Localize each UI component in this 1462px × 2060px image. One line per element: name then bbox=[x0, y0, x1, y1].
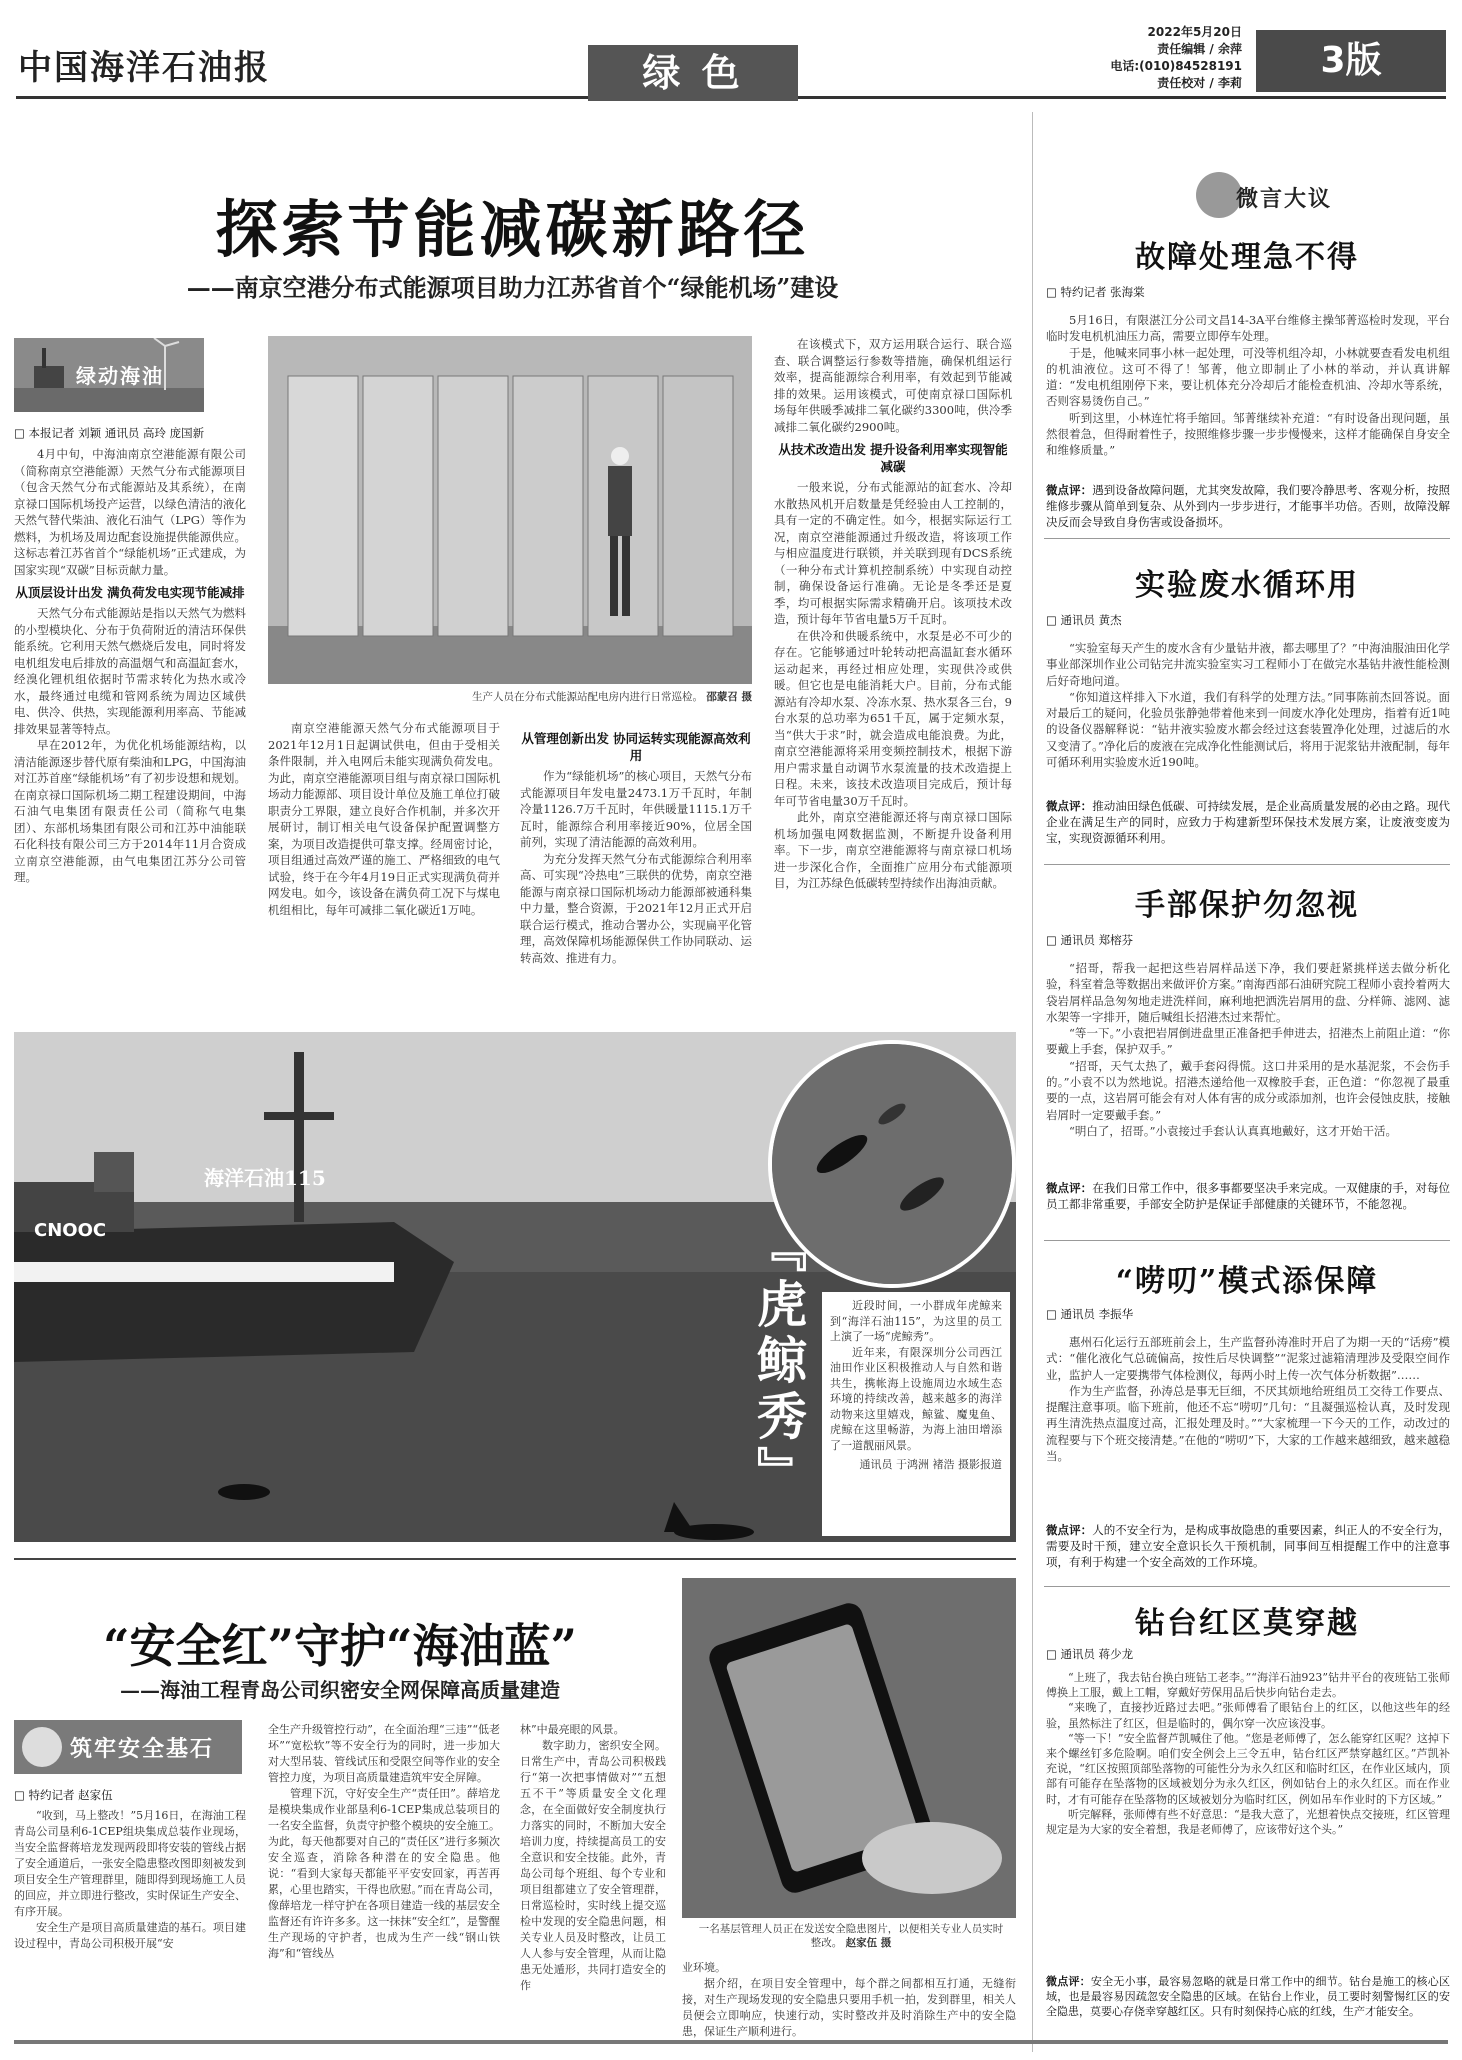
column-divider bbox=[1032, 112, 1033, 2052]
column-badge bbox=[14, 338, 204, 412]
paragraph: “招哥，帮我一起把这些岩屑样品送下净，我们要赶紧挑样送去做分析化验，科室着急等数据出来做评价方案。”南海西部石油研究院工程师小袁拎着两大袋岩屑样品急匆匆地走进洗样间，麻利地把洒洗岩屑用的盘、分样筛、滤网、滤水架等一字排开，随后喊组长招港杰过来帮忙。 bbox=[1046, 961, 1450, 1024]
footer-rule bbox=[14, 2040, 1448, 2044]
orca-credit: 通讯员 于鸿洲 褚浩 摄影报道 bbox=[859, 1458, 1002, 1471]
safety-badge-label: 筑牢安全基石 bbox=[70, 1736, 215, 1762]
comment-label: 微点评： bbox=[1046, 1975, 1091, 1988]
paragraph: “招哥，天气太热了，戴手套闷得慌。这口井采用的是水基泥浆，不会伤手的。”小袁不以为然地说。招港杰递给他一双橡胶手套，正色道：“你忽视了最重要的一点，这岩屑可能会有对人体有害的成分或添加剂，也许会侵蚀皮肤，接触岩屑时一定要戴手套。” bbox=[1046, 1058, 1450, 1122]
page-badge bbox=[1256, 30, 1446, 92]
paragraph: 近段时间，一小群成年虎鲸来到“海洋石油115”，为这里的员工上演了一场“虎鲸秀”。 bbox=[830, 1299, 1002, 1343]
item-comment bbox=[1046, 1180, 1450, 1212]
main-col-1 bbox=[14, 424, 246, 886]
paragraph: “明白了，招哥。”小袁接过手套认认真真地戴好，这才开始干活。 bbox=[1069, 1123, 1398, 1138]
safety-col-3 bbox=[520, 1722, 666, 1994]
comment-text: 人的不安全行为，是构成事故隐患的重要因素，纠正人的不安全行为，需要及时干预，建立安全意识长久干预机制，同事间互相提醒工作中的注意事项，有利于构建一个安全高效的工作环境。 bbox=[1046, 1523, 1451, 1569]
item-comment bbox=[1046, 798, 1450, 846]
paragraph: 听完解释，张师傅有些不好意思：“是我大意了，光想着快点交接班，红区管理规定是为大家的安全着想，我是老师傅了，应该带好这个头。” bbox=[1046, 1807, 1450, 1837]
comment-text: 遇到设备故障问题，尤其突发故障，我们要冷静思考、客观分析，按照维修步骤从简单到复杂、从外到内一步步进行，才能事半功倍。否则，故障没解决反而会导致自身伤害或设备损坏。 bbox=[1046, 483, 1451, 529]
main-col-2 bbox=[268, 720, 500, 918]
orca-text-panel bbox=[822, 1292, 1010, 1536]
main-col-3 bbox=[520, 724, 752, 966]
section-title: 绿 色 bbox=[642, 50, 744, 95]
item-title: 实验废水循环用 bbox=[1135, 568, 1359, 603]
paragraph: 近年来，有限深圳分公司西江油田作业区积极推动人与自然和谐共生，携帐海上设施周边水域生态环境的持续改善，越来越多的海洋动物来这里嬉戏，鲸鲨、魔鬼鱼、虎鲸在这里畅游，为海上油田增添了一道靓丽风景。 bbox=[830, 1345, 1002, 1452]
substation-photo bbox=[268, 336, 752, 684]
masthead bbox=[0, 0, 1462, 108]
ship-logo: CNOOC bbox=[34, 1220, 107, 1241]
item-title: “唠叨”模式添保障 bbox=[1115, 1264, 1379, 1299]
issue-date: 2022年5月20日 bbox=[1147, 25, 1242, 39]
safety-col-1 bbox=[14, 1786, 246, 1952]
item-title: 手部保护勿忽视 bbox=[1135, 888, 1359, 923]
item-body bbox=[1046, 312, 1450, 459]
item-byline: □ 通讯员 蒋少龙 bbox=[1046, 1647, 1134, 1661]
switchgear-illustration bbox=[268, 336, 752, 684]
paragraph: 在该模式下，双方运用联合运行、联合巡查、联合调整运行参数等措施，确保机组运行效率，提高能源综合利用率，有效起到节能减排的效果。运用该模式，可使南京禄口国际机场每年供暖季减排二氧化碳约3300吨，供冷季减排二氧化碳约2900吨。 bbox=[774, 337, 1012, 434]
paper-name: 中国海洋石油报 bbox=[18, 48, 270, 88]
paragraph: 听到这里，小林连忙将手缩回。邹菁继续补充道：“有时设备出现问题，虽然很着急，但得耐着性子，按照维修步骤一步步慢慢来，这样才能确保自身安全和维修质量。” bbox=[1046, 410, 1450, 458]
divider bbox=[1044, 1586, 1450, 1587]
paragraph: 于是，他喊来同事小林一起处理，可没等机组冷却，小林就要查看发电机组的机油液位。这可不得了！邹菁，他立即制止了小林的举动，并认真讲解道：“发电机组刚停下来，要让机体充分冷却后才能检查机油、冷却水等系统，否则容易烫伤自己。” bbox=[1046, 345, 1450, 409]
paragraph: 南京空港能源天然气分布式能源项目于2021年12月1日起调试供电，但由于受相关条件限制，并入电网后未能实现满负荷发电。为此，南京空港能源项目组与南京禄口国际机场动力能源部、项目设计单位及施工单位打破职责分工界限，建立良好合作机制，并多次开展研讨，制订相关电气设备保护配置调整方案，为项目改造提供可靠支撑。经周密讨论，项目组通过高效严谨的施工、严格细致的电气试验，终于在今年4月19日正式实现满负荷并网发电。如今，该设备在满负荷工况下与煤电机组相比，每年可减排二氧化碳近1万吨。 bbox=[268, 721, 500, 917]
item-byline: □ 通讯员 李振华 bbox=[1046, 1307, 1134, 1321]
phone: 电话:(010)84528191 bbox=[1110, 59, 1242, 73]
paragraph: 全生产升级管控行动”，在全面治理“三违”“低老坏”“宽松软”等不安全行为的同时，进一步加大对大型吊装、管线试压和受限空间等作业的安全管控力度，为项目高质量建造筑牢安全屏障。 bbox=[268, 1723, 500, 1784]
paragraph: 作为“绿能机场”的核心项目，天然气分布式能源项目年发电量2473.1万千瓦时，年制冷量1126.7万千瓦时，年供暖量1115.1万千瓦时，能源综合利用率接近90%，位居全国前列，实现了清洁能源的高效利用。 bbox=[520, 769, 752, 849]
phone-caption bbox=[696, 1922, 1006, 1950]
section-banner bbox=[588, 45, 798, 101]
paragraph: 早在2012年，为优化机场能源结构，以清洁能源逐步替代原有柴油和LPG，中国海油对江苏首座“绿能机场”有了初步设想和规划。在南京禄口国际机场二期工程建设期间，中海石油气电集团有限责任公司（简称气电集团）、东部机场集团有限公司和江苏中油能联石化科技有限公司三方于2014年11月合资成立南京空港能源，由气电集团江苏分公司管理。 bbox=[14, 738, 246, 884]
phone-photo-credit: 赵家伍 摄 bbox=[845, 1937, 892, 1949]
item-body bbox=[1046, 1670, 1450, 1837]
paragraph: “收到，马上整改！”5月16日，在海油工程青岛公司垦利6-1CEP组块集成总装作业现场，当安全监督蒋培龙发现两段即将安装的管线占据了安全通道后，一张安全隐患整改图即刻被发到项目安全生产管理群里，随即得到现场施工人员的回应，并立即进行整改，实时保证生产安全、有序开展。 bbox=[14, 1809, 246, 1918]
paragraph: 为充分发挥天然气分布式能源综合利用率高、可实现“冷热电”三联供的优势，南京空港能源与南京禄口国际机场动力能源部被通科集中力量，整合资源，于2021年12月正式开启联合运行模式，推动合署办公，实现扁平化管理，高效保障机场能源保供工作协同联动、运转高效、推进有力。 bbox=[520, 851, 752, 965]
comment-label: 微点评： bbox=[1046, 1523, 1093, 1537]
paragraph: 据介绍，在项目安全管理中，每个群之间都相互打通，无缝衔接，对生产现场发现的安全隐患只要用手机一拍，发到群里，相关人员便会立即响应，快速行动，实时整改并及时消除生产中的安全隐患，保证生产顺利进行。 bbox=[682, 1977, 1016, 2038]
paragraph: 5月16日，有限湛江分公司文昌14-3A平台维修主操邹菁巡检时发现，平台临时发电机机油压力高，需要立即停车处理。 bbox=[1046, 313, 1450, 344]
weiyan-badge-label: 微言大议 bbox=[1236, 186, 1333, 212]
item-body bbox=[1046, 1334, 1450, 1464]
item-comment bbox=[1046, 1522, 1450, 1570]
paragraph: 在供冷和供暖系统中，水泵是必不可少的存在。它能够通过叶轮转动把高温缸套水循环运动起来，再经过相应处理，实现供冷或供暖。但它也是电能消耗大户。目前，分布式能源站有冷却水泵、冷冻水泵、热水泵各三台，9台水泵的总功率为651千瓦，属于定频水泵，当“供大于求”时，就会造成电能浪费。为此，南京空港能源将采用变频控制技术，根据下游用户需求量自动调节水泵流量的技术改造提上日程。未来，该技术改造项目完成后，预计每年可节省电量30万千瓦时。 bbox=[774, 628, 1012, 808]
page-number: 3版 bbox=[1320, 40, 1382, 81]
paragraph: 业环境。 bbox=[682, 1961, 726, 1974]
shield-icon bbox=[22, 1727, 62, 1767]
paragraph: 惠州石化运行五部班前会上，生产监督孙涛准时开启了为期一天的“话痨”模式：“催化液化气总硫偏高，按性后尽快调整”“泥浆过滤箱清理涉及受限空间作业，监护人一定要携带气体检测仪，每两小时上传一次气体分析数据”…… bbox=[1046, 1335, 1450, 1382]
item-body bbox=[1046, 640, 1450, 770]
photo1-credit: 邵蒙召 摄 bbox=[706, 691, 752, 703]
divider bbox=[1044, 864, 1450, 865]
paragraph: “上班了，我去钻台换白班钻工老李。”“海洋石油923”钻井平台的夜班钻工张师傅换上工服，戴上工帽，穿戴好劳保用品后快步向钻台走去。 bbox=[1046, 1671, 1450, 1700]
main-subtitle: ——南京空港分布式能源项目助力江苏省首个“绿能机场”建设 bbox=[186, 273, 839, 302]
main-byline: □ 本报记者 刘颖 通讯员 高玲 庞国新 bbox=[14, 426, 205, 440]
phone-illustration bbox=[682, 1578, 1016, 1918]
ship-name: 海洋石油115 bbox=[204, 1166, 326, 1190]
main-col-4 bbox=[774, 336, 1012, 892]
safety-badge bbox=[14, 1720, 242, 1774]
subheading: 从管理创新出发 协同运转实现能源高效利用 bbox=[521, 731, 751, 763]
divider bbox=[1044, 1240, 1450, 1241]
item-byline: □ 通讯员 黄杰 bbox=[1046, 613, 1122, 627]
safety-byline: □ 特约记者 赵家伍 bbox=[14, 1788, 113, 1802]
safety-subtitle: ——海油工程青岛公司织密安全网保障高质量建造 bbox=[120, 1678, 560, 1702]
divider bbox=[1044, 538, 1450, 539]
item-comment bbox=[1046, 482, 1450, 530]
phone-photo bbox=[682, 1578, 1016, 1918]
paragraph: “等一下！”安全监督芦凯喊住了他。“您是老师傅了，怎么能穿红区呢？这掉下来个螺丝钉多危险啊。咱们安全例会上三令五申，钻台红区严禁穿越红区。”芦凯补充说，“红区按照顶部坠落物的可能性分为永久红区和临时红区，在作业区域内，顶部有可能存在坠落物的区域被划分为永久红区，例如钻台上的永久红区。而在作业时，才有可能存在坠落物的区域被划分为临时红区，例如吊车作业时的下方区域。” bbox=[1046, 1731, 1450, 1806]
comment-text: 安全无小事，最容易忽略的就是日常工作中的细节。钻台是施工的核心区域，也是最容易因疏忽安全隐患的区域。在钻台上作业，员工要时刻警惕红区的安全隐患，莫要心存侥幸穿越红区。只有时刻保持心底的红线，生产才能安全。 bbox=[1046, 1975, 1451, 2018]
item-byline: □ 通讯员 郑榕芬 bbox=[1046, 933, 1134, 947]
safety-col-4 bbox=[682, 1960, 1016, 2040]
item-title: 钻台红区莫穿越 bbox=[1135, 1606, 1359, 1641]
weiyan-badge bbox=[1196, 172, 1346, 218]
paragraph: 管理下沉，守好安全生产“责任田”。薛培龙是模块集成作业部垦利6-1CEP集成总装项目的一名安全监督，负责守护整个模块的安全施工。为此，每天他都要对自己的“责任区”进行多频次安全巡查，消除各种潜在的安全隐患。他说：“看到大家每天都能平平安安回家，再苦再累，心里也踏实，干得也欣慰。”而在青岛公司，像薛培龙一样守护在各项目建造一线的基层安全监督还有许许多多。这一抹抹“安全红”，是警醒生产现场的守护者，也成为生产一线“钢山铁海”和“管线丛 bbox=[268, 1787, 500, 1960]
photo1-caption-text: 生产人员在分布式能源站配电房内进行日常巡检。 bbox=[472, 691, 703, 703]
phone-caption-text: 一名基层管理人员正在发送安全隐患图片，以便相关专业人员实时整改。 bbox=[698, 1923, 1004, 1949]
divider bbox=[14, 1558, 1016, 1560]
comment-label: 微点评： bbox=[1046, 483, 1093, 497]
paragraph: 数字助力，密织安全网。日常生产中，青岛公司积极践行“第一次把事情做对”“五想五不干”等质量安全文化理念，在全面做好安全制度执行力落实的同时，不断加大安全培训力度，持续提高员工的安全意识和安全技能。此外，青岛公司每个班组、每个专业和项目组都建立了安全管理群，日常巡检时，实时线上提交巡检中发现的安全隐患问题，相关专业人员及时整改，让员工人人参与安全管理，从而让隐患无处遁形，共同打造安全的作 bbox=[520, 1739, 666, 1992]
safety-col-2 bbox=[268, 1722, 500, 1962]
paragraph: “你知道这样排入下水道，我们有科学的处理方法。”同事陈前杰回答说。面对最后工的疑问，化验员张静弛带着他来到一间废水净化处理房，指着有近1吨的设备仪器解释说：“钻井液实验废水都会经过这套装置净化处理，过滤后的水又变清了。”净化后的废液在完成净化性能测试后，将用于泥浆钻井液配制，每年可循环利用实验废水近190吨。 bbox=[1046, 689, 1450, 770]
masthead-info bbox=[1062, 24, 1242, 92]
item-byline: □ 特约记者 张海棠 bbox=[1046, 285, 1145, 299]
paragraph: “实验室每天产生的废水含有少量钻井液，都去哪里了？”中海油服油田化学事业部深圳作业公司钻完井流实验室实习工程师小丁在做完水基钻井液性能检测后好奇地问道。 bbox=[1046, 641, 1450, 688]
item-title: 故障处理急不得 bbox=[1135, 240, 1359, 275]
safety-title: “安全红”守护“海油蓝” bbox=[103, 1619, 577, 1673]
paragraph: 一般来说，分布式能源站的缸套水、冷却水散热风机开启数量是凭经验由人工控制的，具有一定的不确定性。如今，根据实际运行工况，南京空港能源通过升级改造，将该项工作与相应温度进行联锁，并关联到现有DCS系统（一种分布式计算机控制系统）中实现自动控制，确保设备运行准确。无论是冬季还是夏季，均可根据实际需求精确开启。该项技术改造，预计每年节省电量5万千瓦时。 bbox=[774, 480, 1012, 626]
orca-title: 『虎鲸秀』 bbox=[749, 1222, 808, 1502]
paragraph: 作为生产监督，孙涛总是事无巨细，不厌其烦地给班组员工交待工作要点、提醒注意事项。临下班前，他还不忘“唠叨”几句：“且凝强巡检认真，及时发现再生清洗热点温度过高，汇报处理及时。”“大家梳理一下今天的工作，动改过的流程要与下个班交接清楚。”在他的“唠叨”下，大家的工作越来越细致，越来越稳当。 bbox=[1046, 1383, 1450, 1464]
item-comment bbox=[1046, 1974, 1450, 2019]
photo1-caption bbox=[400, 690, 752, 704]
paragraph: “等一下。”小袁把岩屑倒进盘里正准备把手伸进去，招港杰上前阻止道：“你要戴上手套，保护双手。” bbox=[1046, 1026, 1450, 1057]
proofreader: 责任校对 / 李莉 bbox=[1157, 76, 1242, 90]
paragraph: 天然气分布式能源站是指以天然气为燃料的小型模块化、分布于负荷附近的清洁环保供能系统。它利用天然气燃烧后发电，同时将发电机组发电后排放的高温烟气和高温缸套水，经溴化锂机组依据时节需求转化为热水或冷水，最终通过电缆和管网系统为周边区域供电、供冷、供热，实现能源利用率高、节能减排效果显著等特点。 bbox=[14, 606, 246, 736]
subheading: 从技术改造出发 提升设备利用率实现智能减碳 bbox=[778, 442, 1008, 474]
paragraph: 林”中最亮眼的风景。 bbox=[520, 1723, 625, 1736]
main-title: 探索节能减碳新路径 bbox=[215, 193, 810, 266]
paragraph: 4月中旬，中海油南京空港能源有限公司（简称南京空港能源）天然气分布式能源项目（包含天然气分布式能源站及其系统），在南京禄口国际机场投产运营，以绿色清洁的液化天然气替代柴油、液化石油气（LPG）等作为燃料，为机场及周边配套设施提供能源供应。这标志着江苏省首个“绿能机场”正式建成，为国家实现“双碳”目标贡献力量。 bbox=[14, 447, 246, 577]
subheading: 从顶层设计出发 满负荷发电实现节能减排 bbox=[15, 585, 245, 600]
comment-label: 微点评： bbox=[1046, 1181, 1093, 1195]
paragraph: 此外，南京空港能源还将与南京禄口国际机场加强电网数据监测，不断提升设备利用率。下一步，南京空港能源将与南京禄口机场进一步深化合作，全面推广应用分布式能源项目，为江苏绿色低碳转型持续作出海油贡献。 bbox=[774, 810, 1012, 890]
comment-text: 推动油田绿色低碳、可持续发展，是企业高质量发展的必由之路。现代企业在满足生产的同时，应致力于构建新型环保技术发展方案，让废液变废为宝，实现资源循环利用。 bbox=[1046, 799, 1451, 845]
item-body bbox=[1046, 960, 1450, 1139]
comment-text: 在我们日常工作中，很多事都要坚决手来完成。一双健康的手，对每位员工都非常重要，手部安全防护是保证手部健康的关键环节，不能忽视。 bbox=[1046, 1181, 1451, 1211]
editor: 责任编辑 / 余萍 bbox=[1157, 42, 1242, 56]
column-badge-label: 绿动海油 bbox=[76, 364, 164, 388]
orca-photo bbox=[14, 1032, 1016, 1542]
paragraph: “来晚了，直接抄近路过去吧。”张师傅看了眼钻台上的红区，以他这些年的经验，虽然标注了红区，但是临时的，偶尔穿一次应该没事。 bbox=[1046, 1701, 1450, 1730]
paragraph: 安全生产是项目高质量建造的基石。项目建设过程中，青岛公司积极开展“安 bbox=[14, 1921, 246, 1950]
comment-label: 微点评： bbox=[1046, 799, 1093, 813]
